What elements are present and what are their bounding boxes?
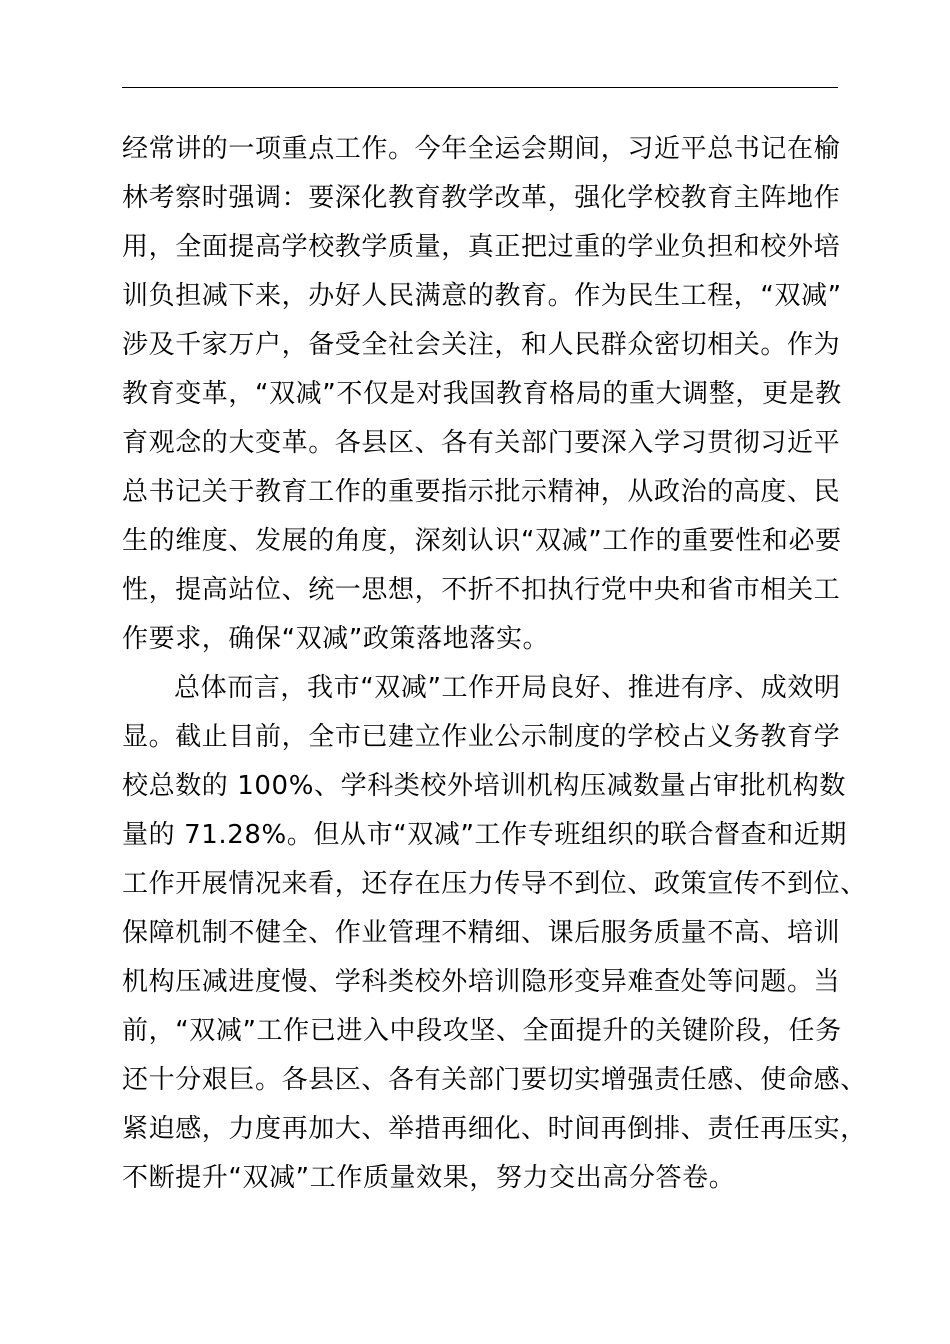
text-line: 林考察时强调：要深化教育教学改革，强化学校教育主阵地作 [122,183,841,213]
text-line: 用，全面提高学校教学质量，真正把过重的学业负担和校外培 [122,232,841,262]
text-line: 经常讲的一项重点工作。今年全运会期间，习近平总书记在榆 [122,134,841,164]
text-line: 机构压减进度慢、学科类校外培训隐形变异难查处等问题。当 [122,967,841,997]
text-line: 训负担减下来，办好人民满意的教育。作为民生工程，“双减” [122,281,842,311]
text-line: 涉及千家万户，备受全社会关注，和人民群众密切相关。作为 [122,330,841,360]
text-line: 前，“双减”工作已进入中段攻坚、全面提升的关键阶段，任务 [122,1016,842,1046]
paragraph-start-line: 总体而言，我市“双减”工作开局良好、推进有序、成效明 [174,673,841,703]
document-body [122,125,867,1203]
text-line: 总书记关于教育工作的重要指示批示精神，从政治的高度、民 [122,477,841,507]
text-line: 量的 71.28%。但从市“双减”工作专班组织的联合督查和近期 [122,820,847,850]
text-line: 不断提升“双减”工作质量效果，努力交出高分答卷。 [122,1163,736,1193]
text-line: 显。截止目前，全市已建立作业公示制度的学校占义务教育学 [122,722,841,752]
header-rule [122,87,838,88]
text-line: 教育变革，“双减”不仅是对我国教育格局的重大调整，更是教 [122,379,842,409]
text-line: 紧迫感，力度再加大、举措再细化、时间再倒排、责任再压实， [122,1114,867,1144]
text-line: 还十分艰巨。各县区、各有关部门要切实增强责任感、使命感、 [122,1065,867,1095]
text-line: 保障机制不健全、作业管理不精细、课后服务质量不高、培训 [122,918,841,948]
text-line: 育观念的大变革。各县区、各有关部门要深入学习贯彻习近平 [122,428,841,458]
text-line: 校总数的 100%、学科类校外培训机构压减数量占审批机构数 [122,771,846,801]
text-line: 生的维度、发展的角度，深刻认识“双减”工作的重要性和必要 [122,526,842,556]
text-line: 工作开展情况来看，还存在压力传导不到位、政策宣传不到位、 [122,869,867,899]
text-line: 性，提高站位、统一思想，不折不扣执行党中央和省市相关工 [122,575,841,605]
text-line: 作要求，确保“双减”政策落地落实。 [122,624,550,654]
